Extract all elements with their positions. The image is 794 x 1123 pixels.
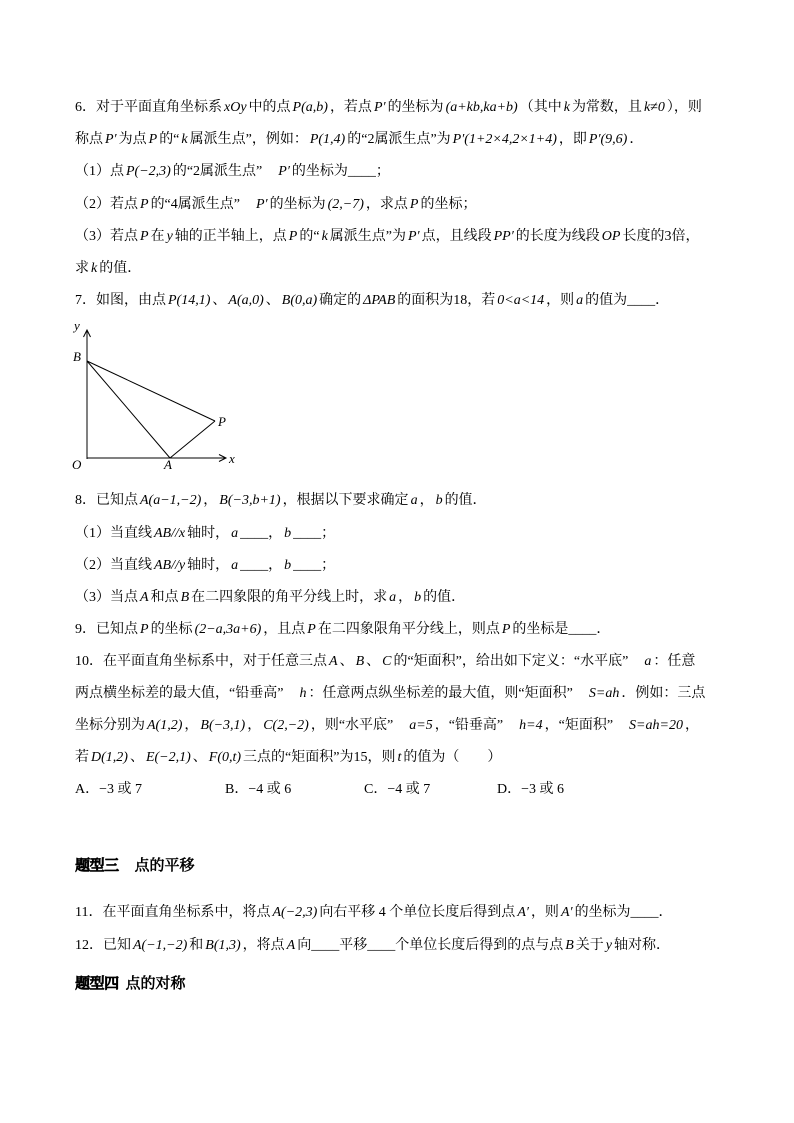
math-expression: a: [410, 493, 418, 508]
math-expression: P: [148, 132, 158, 147]
text-run: 9．已知点: [75, 622, 138, 637]
text-run: （1）当直线: [75, 526, 152, 541]
math-expression: A(a,0): [228, 293, 264, 308]
math-expression: A(−2,3): [272, 905, 318, 920]
math-expression: b: [284, 526, 292, 541]
text-run: 的“4属派生点”: [150, 197, 254, 212]
math-expression: S=ah=20: [629, 718, 683, 733]
q11-line-1: [75, 903, 673, 923]
text-run: ____；: [293, 526, 336, 541]
math-expression: B(−3,1): [200, 718, 246, 733]
math-expression: B: [180, 590, 190, 605]
math-expression: B(0,a): [281, 293, 318, 308]
text-run: 、: [212, 293, 227, 308]
math-expression: A(1,2): [147, 718, 183, 733]
math-expression: P′(9,6): [588, 132, 628, 147]
text-run: 的坐标；: [420, 197, 477, 212]
text-run: 确定的: [319, 293, 362, 308]
text-run: 11．在平面直角坐标系中，将点: [75, 905, 271, 920]
math-expression: A: [286, 938, 296, 953]
q6-part-1: [75, 162, 390, 182]
axis-label-y: y: [74, 318, 80, 333]
text-run: 的“: [299, 229, 320, 244]
text-run: 、: [129, 750, 144, 765]
math-expression: (a+kb,ka+b): [445, 100, 518, 115]
q12-line-1: [75, 936, 670, 956]
math-expression: k: [321, 229, 328, 244]
text-run: ，求点: [365, 197, 408, 212]
text-run: 点，且线段: [421, 229, 492, 244]
text-run: 在: [150, 229, 165, 244]
q8-part-1: [75, 524, 335, 544]
text-run: ．例如：三点: [621, 686, 706, 701]
math-expression: P′: [278, 164, 290, 179]
text-run: ．: [629, 132, 644, 147]
math-expression: y: [605, 938, 613, 953]
math-expression: P: [140, 197, 149, 212]
section-heading-4: [75, 973, 186, 995]
text-run: 的长度为线段: [515, 229, 600, 244]
text-run: （3）当点: [75, 590, 138, 605]
point-label-p: P: [218, 414, 226, 429]
q9-line-1: [75, 620, 610, 640]
text-run: 、: [366, 654, 381, 669]
text-run: 轴对称．: [614, 938, 671, 953]
math-expression: y: [166, 229, 173, 244]
math-expression: h: [299, 686, 307, 701]
segment-ba: [87, 361, 170, 458]
math-expression: b: [435, 493, 443, 508]
text-run: 和点: [150, 590, 179, 605]
math-expression: AB//y: [154, 558, 186, 573]
text-run: 的坐标是____．: [512, 622, 611, 637]
math-expression: P: [307, 622, 316, 637]
text-run: 的值为____．: [585, 293, 670, 308]
math-expression: k: [91, 261, 98, 276]
math-expression: (2,−7): [327, 197, 364, 212]
math-expression: a: [389, 590, 397, 605]
text-run: 、: [339, 654, 354, 669]
text-run: 为常数，且: [571, 100, 642, 115]
text-run: （其中: [519, 100, 562, 115]
math-expression: a: [231, 558, 239, 573]
math-expression: A(a−1,−2): [140, 493, 202, 508]
q10-line-4: [75, 748, 501, 768]
text-run: 的值．: [99, 261, 142, 276]
math-expression: P(1,4): [309, 132, 346, 147]
text-run: ，则: [546, 293, 575, 308]
point-label-a: A: [164, 457, 172, 472]
text-run: ，则“水平底”: [310, 718, 408, 733]
text-run: 、: [192, 750, 207, 765]
math-expression: S=ah: [588, 686, 620, 701]
axis-label-x: x: [229, 451, 235, 466]
math-expression: P(−2,3): [126, 164, 171, 179]
text-run: 称点: [75, 132, 103, 147]
text-run: ____，: [240, 526, 283, 541]
text-run: 属派生点”，例如：: [189, 132, 308, 147]
section-tag: 题型四: [75, 976, 119, 992]
text-run: （2）当直线: [75, 558, 152, 573]
text-run: 的“2属派生点”为: [347, 132, 451, 147]
math-expression: P: [140, 622, 149, 637]
math-expression: C: [382, 654, 392, 669]
text-run: 的值为（ ）: [403, 750, 502, 765]
math-expression: ΔPAB: [363, 293, 396, 308]
math-expression: P′: [408, 229, 420, 244]
text-run: ，“铅垂高”: [434, 718, 518, 733]
text-run: ，: [419, 493, 434, 508]
math-expression: P: [288, 229, 298, 244]
text-run: （2）若点: [75, 197, 138, 212]
text-run: 轴时，: [187, 526, 230, 541]
text-run: 若: [75, 750, 89, 765]
math-expression: t: [397, 750, 402, 765]
text-run: ，: [247, 718, 262, 733]
math-expression: C(2,−2): [263, 718, 309, 733]
math-expression: PP′: [493, 229, 514, 244]
option-b: B．−4 或 6: [225, 782, 292, 797]
origin-label-o: O: [72, 457, 82, 472]
q6-line-2: [75, 130, 643, 150]
q8-line-1: [75, 491, 487, 511]
math-expression: a=5: [409, 718, 433, 733]
q7-line-1: [75, 291, 669, 311]
q10-line-1: [75, 652, 695, 672]
text-run: 求: [75, 261, 89, 276]
math-expression: k: [181, 132, 188, 147]
q6-line-1: [75, 98, 702, 118]
text-run: 关于: [575, 938, 604, 953]
text-run: 的“2属派生点”: [172, 164, 277, 179]
math-expression: k≠0: [643, 100, 665, 115]
text-run: 长度的3倍，: [622, 229, 700, 244]
text-run: 10．在平面直角坐标系中，对于任意三点: [75, 654, 327, 669]
text-run: ，根据以下要求确定: [282, 493, 409, 508]
math-expression: P(14,1): [168, 293, 211, 308]
text-run: ，若点: [329, 100, 372, 115]
text-run: 的坐标为: [269, 197, 326, 212]
text-run: 8．已知点: [75, 493, 138, 508]
text-run: （3）若点: [75, 229, 138, 244]
text-run: 的值．: [444, 493, 487, 508]
text-run: ），则: [666, 100, 702, 115]
text-run: 的坐标: [150, 622, 193, 637]
math-expression: b: [414, 590, 422, 605]
q6-part-3-cont: [75, 259, 141, 279]
text-run: ，: [684, 718, 699, 733]
math-expression: (2−a,3a+6): [194, 622, 262, 637]
math-expression: P′(1+2×4,2×1+4): [452, 132, 557, 147]
math-expression: a: [576, 293, 584, 308]
text-run: 轴的正半轴上，点: [174, 229, 287, 244]
math-expression: 0<a<14: [497, 293, 545, 308]
text-run: ，: [398, 590, 413, 605]
text-run: 向右平移 4 个单位长度后得到点: [319, 905, 516, 920]
segment-ap: [170, 421, 215, 458]
text-run: 中的点: [248, 100, 291, 115]
text-run: 为点: [118, 132, 147, 147]
section-tag: 题型三: [75, 858, 119, 874]
text-run: ，即: [558, 132, 587, 147]
math-expression: D(1,2): [91, 750, 128, 765]
math-expression: B(1,3): [205, 938, 241, 953]
math-expression: A(−1,−2): [133, 938, 188, 953]
math-expression: k: [563, 100, 570, 115]
text-run: ，“矩面积”: [544, 718, 628, 733]
text-run: 的值．: [423, 590, 466, 605]
text-run: 和: [189, 938, 204, 953]
section-title: 点的平移: [134, 858, 195, 874]
text-run: 在二四象限的角平分线上时，求: [191, 590, 388, 605]
math-expression: B(−3,b+1): [219, 493, 281, 508]
q6-part-3: [75, 227, 699, 247]
text-run: ，则: [530, 905, 559, 920]
text-run: 6．对于平面直角坐标系: [75, 100, 222, 115]
section-heading-3: [75, 855, 195, 877]
math-expression: A: [140, 590, 149, 605]
text-run: 轴时，: [187, 558, 230, 573]
math-expression: P: [140, 229, 149, 244]
q10-line-3: [75, 716, 699, 736]
math-expression: F(0,t): [208, 750, 242, 765]
math-expression: P: [409, 197, 419, 212]
text-run: 的坐标为____；: [291, 164, 390, 179]
q10-line-2: [75, 684, 705, 704]
text-run: 两点横坐标差的最大值，“铅垂高”: [75, 686, 298, 701]
text-run: 坐标分别为: [75, 718, 145, 733]
text-run: 属派生点”为: [329, 229, 406, 244]
text-run: 向____平移____个单位长度后得到的点与点: [297, 938, 564, 953]
section-title: 点的对称: [125, 976, 186, 992]
math-expression: P: [501, 622, 511, 637]
math-expression: h=4: [519, 718, 543, 733]
math-expression: E(−2,1): [145, 750, 191, 765]
text-run: ____，: [240, 558, 283, 573]
q8-part-2: [75, 556, 335, 576]
text-run: 的坐标为____．: [574, 905, 673, 920]
math-expression: P′: [373, 100, 386, 115]
text-run: 12．已知: [75, 938, 131, 953]
math-expression: B: [355, 654, 365, 669]
math-expression: OP: [601, 229, 621, 244]
math-expression: AB//x: [154, 526, 186, 541]
text-run: ，将点: [242, 938, 285, 953]
coordinate-figure: [60, 318, 250, 480]
math-expression: A′: [560, 905, 573, 920]
math-expression: P(a,b): [292, 100, 328, 115]
math-expression: xOy: [224, 100, 247, 115]
text-run: （1）点: [75, 164, 124, 179]
q6-part-2: [75, 195, 476, 215]
text-run: 7．如图，由点: [75, 293, 166, 308]
segment-bp: [87, 361, 215, 421]
point-label-b: B: [73, 349, 81, 364]
text-run: 的坐标为: [387, 100, 444, 115]
math-expression: A: [329, 654, 338, 669]
math-expression: A′: [517, 905, 529, 920]
math-expression: B: [565, 938, 574, 953]
text-run: 、: [265, 293, 280, 308]
text-run: 的面积为18，若: [397, 293, 496, 308]
q10-options: [75, 780, 635, 800]
text-run: ，: [184, 718, 199, 733]
text-run: 的“矩面积”，给出如下定义：“水平底”: [393, 654, 643, 669]
text-run: 的“: [159, 132, 180, 147]
text-run: ：任意两点纵坐标差的最大值，则“矩面积”: [308, 686, 587, 701]
math-expression: a: [644, 654, 652, 669]
text-run: ____；: [293, 558, 336, 573]
q8-part-3: [75, 588, 465, 608]
math-expression: P′: [256, 197, 268, 212]
math-expression: P′: [105, 132, 117, 147]
text-run: ，且点: [263, 622, 306, 637]
text-run: 在二四象限角平分线上，则点: [317, 622, 500, 637]
text-run: ，: [203, 493, 218, 508]
math-expression: a: [231, 526, 239, 541]
option-c: C．−4 或 7: [364, 782, 431, 797]
text-run: ：任意: [653, 654, 696, 669]
text-run: 三点的“矩面积”为15，则: [243, 750, 396, 765]
option-d: D．−3 或 6: [497, 782, 565, 797]
math-expression: b: [284, 558, 292, 573]
option-a: A．−3 或 7: [75, 782, 143, 797]
